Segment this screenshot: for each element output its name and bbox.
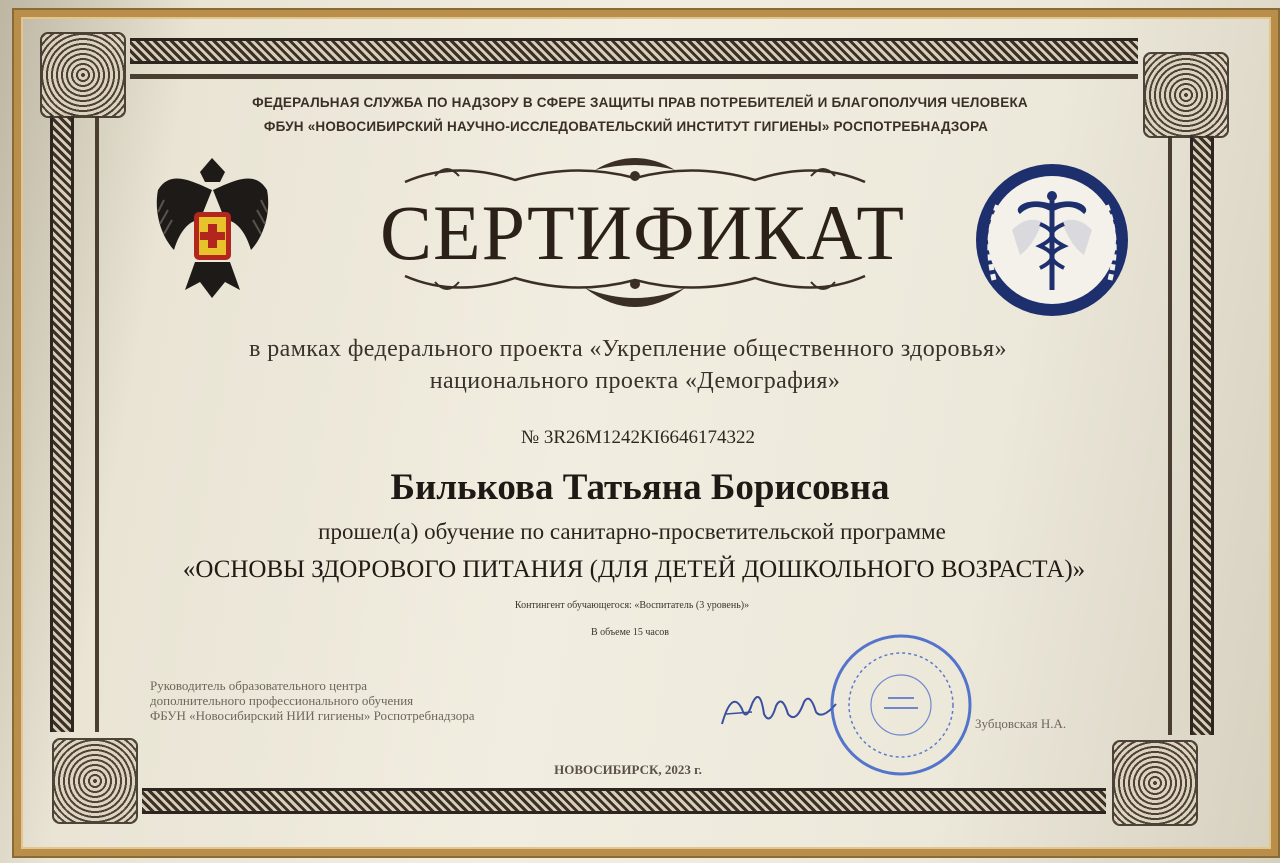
round-stamp [828,632,974,778]
institute-caduceus-logo-icon [972,160,1132,320]
certificate-number: № 3R26M1242KI6646174322 [521,427,755,448]
corner-ornament-bottom-right [1112,740,1198,826]
handwritten-signature [712,684,847,734]
eagle-emblem-icon [150,150,275,305]
city-year: НОВОСИБИРСК, 2023 г. [554,762,702,777]
contingent-text: Контингент обучающегося: «Воспитатель (3 уровень)» [514,600,750,611]
top-border-chain [130,38,1138,64]
certificate-title: СЕРТИФИКАТ [380,189,906,276]
left-border-chain [50,112,74,732]
recipient-name: Билькова Татьяна Борисовна [390,467,890,508]
title-ornament-top [395,150,875,190]
bottom-border-chain [142,788,1106,814]
header-agency: ФЕДЕРАЛЬНАЯ СЛУЖБА ПО НАДЗОРУ В СФЕРЕ ЗАЩИТЫ ПРАВ ПОТРЕБИТЕЛЕЙ И БЛАГОПОЛУЧИЯ ЧЕЛОВЕКА [252,95,1028,110]
title-ornament-bottom [395,268,875,323]
top-border-line [130,74,1138,79]
project-line-2: национального проекта «Демография» [429,368,841,394]
signatory-position [150,678,474,723]
header-institute: ФБУН «НОВОСИБИРСКИЙ НАУЧНО-ИССЛЕДОВАТЕЛЬСКИЙ ИНСТИТУТ ГИГИЕНЫ» РОСПОТРЕБНАДЗОРА [263,119,989,134]
left-border-line [95,112,99,732]
program-name: «ОСНОВЫ ЗДОРОВОГО ПИТАНИЯ (ДЛЯ ДЕТЕЙ ДОШКОЛЬНОГО ВОЗРАСТА)» [182,556,1086,583]
signatory-position-line-1: Руководитель образовательного центра [150,678,367,693]
volume-text: В объеме 15 часов [590,627,669,638]
project-line-1: в рамках федерального проекта «Укрепление общественного здоровья» [249,336,1007,362]
signatory-position-line-3: ФБУН «Новосибирский НИИ гигиены» Роспотребнадзора [150,708,475,723]
signatory-name: Зубцовская Н.А. [975,716,1067,731]
corner-ornament-bottom-left [52,738,138,824]
signatory-position-line-2: дополнительного профессионального обучения [150,693,414,708]
completion-text: прошел(а) обучение по санитарно-просветительской программе [318,519,946,544]
